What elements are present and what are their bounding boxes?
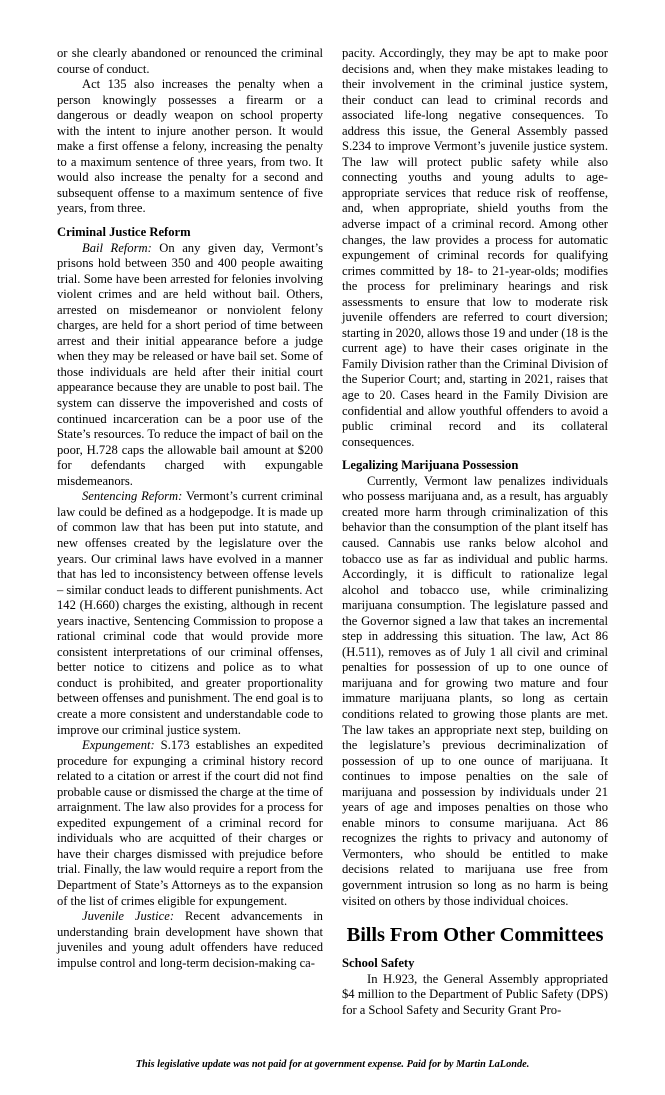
text-juvenile-justice: Recent advancements in understanding brain development have shown that juveniles and young adult offenders have reduced impulse control and long-term decision-making ca- [57,909,323,970]
paragraph-marijuana: Currently, Vermont law penalizes individuals who possess marijuana and, as a result, has arguably created more harm through criminalization of this behavior than the consumption of the plant itself has caused. Cannabis use ranks below alcohol and tobacco use as far as individual and public harms. Accordingly, it is difficult to rationalize legal alcohol and tobacco use, while criminalizing marijuana consumption. The legislature passed and the Governor signed a law that takes an incremental step in addressing this situation. The law, Act 86 (H.511), removes as of July 1 all civil and criminal penalties for possession of up to one ounce of marijuana and for growing two mature and four immature marijuana plants, so long as certain conditions related to growing those plants are met. The law takes an appropriate next step, building on the legislature’s previous decriminalization of possession of up to one ounce of marijuana. It continues to impose penalties on the sale of marijuana and possession by individuals under 21 years of age and imposes penalties on those who enable minors to consume marijuana. Act 86 recognizes the rights to privacy and autonomy of Vermonters, who should be entitled to make decisions related to marijuana use free from government intrusion so long as no harm is being visited on others by those individual choices. [342,473,608,908]
paragraph-school-safety: In H.923, the General Assembly appropriated $4 million to the Department of Public Safety (DPS) for a School Safety and Security Grant Pro- [342,971,608,1017]
paragraph-bail-reform [57,241,323,490]
run-in-sentencing-reform: Sentencing Reform: [82,489,183,504]
heading-school-safety: School Safety [342,956,415,971]
footer-disclaimer: This legislative update was not paid for at government expense. Paid for by Martin LaLonde. [135,1059,530,1070]
left-column [57,46,323,971]
paragraph-juvenile-justice [57,909,323,971]
paragraph-continued-conduct: or she clearly abandoned or renounced the criminal course of conduct. [57,46,323,76]
run-in-expungement: Expungement: [82,738,155,753]
heading-criminal-justice-reform: Criminal Justice Reform [57,225,191,240]
right-column [342,46,608,1018]
heading-legalizing-marijuana-possession: Legalizing Marijuana Possession [342,458,519,473]
paragraph-expungement [57,738,323,909]
text-sentencing-reform: Vermont’s current criminal law could be defined as a hodgepodge. It is made up of common law that has been put into statute, and new offenses created by the legislature over the years. Our criminal laws have evolved in a manner that has led to inconsistency between offense levels – similar conduct leads to different punishments. Act 142 (H.660) charges the existing, although in recent years inactive, Sentencing Commission to propose a rational criminal code that would provide more consistent interpretations of our criminal offenses, better notice to citizens and police as to what conduct is prohibited, and greater proportionality between offenses and punishment. The end goal is to create a more consistent and understandable code to improve our criminal justice system. [57,489,324,737]
paragraph-act-135: Act 135 also increases the penalty when a person knowingly possesses a firearm or a dangerous or deadly weapon on school property with the intent to injure another person. It would make a first offense a felony, increasing the penalty to a maximum sentence of three years, from two. It would also increase the penalty for a second and subsequent offense to a maximum sentence of five years, from three. [57,77,323,216]
heading-bills-from-other-committees: Bills From Other Committees [346,924,604,947]
run-in-juvenile-justice: Juvenile Justice: [82,909,175,924]
paragraph-sentencing-reform [57,489,323,738]
text-bail-reform: On any given day, Vermont’s prisons hold between 350 and 400 people awaiting trial. Some have been arrested for felonies involving violent crimes and are held without bail. Others, arrested on misdemeanor or nonviolent felony charges, are held for a short period of time between arrest and their initial appearance before a judge when they may be released or have bail set. Some of those individuals are held after their initial court appearance because they are unable to post bail. The system can disserve the impoverished and costs of continued incarceration can be a poor use of the State’s resources. To reduce the impact of bail on the poor, H.728 caps the allowable bail amount at $200 for defendants charged with expungable misdemeanors. [57,240,323,488]
run-in-bail-reform: Bail Reform: [82,240,152,255]
text-expungement: S.173 establishes an expedited procedure for expunging a criminal history record related to a citation or arrest if the court did not find probable cause or dismissed the charge at the time of arraignment. The law also provides for a process for expedited expungement of a criminal record for individuals who are acquitted of their charges or have their charges dismissed with prejudice before trial. Finally, the law would require a report from the Department of State’s Attorneys as to the expansion of the list of crimes eligible for expungement. [57,738,323,908]
two-column-body [57,46,608,1026]
paragraph-juvenile-justice-continued: pacity. Accordingly, they may be apt to make poor decisions and, when they make mistakes leading to their involvement in the criminal justice system, their conduct can lead to criminal records and associated life-long negative consequences. To address this issue, the General Assembly passed S.234 to improve Vermont’s juvenile justice system. The law will protect public safety while also connecting youths and young adults to age-appropriate services that reduce risk of reoffense, and, when appropriate, shield youths from the adverse impact of a criminal record. Among other changes, the law provides a process for automatic expungement of criminal records for qualifying crimes committed by 18- to 21-year-olds; modifies the process for preliminary hearings and risk assessments to ensure that low to moderate risk juvenile offenders are referred to court diversion; starting in 2020, allows those 19 and under (18 is the current age) to have their cases originate in the Family Division rather than the Criminal Division of the Superior Court; and, starting in 2021, raises that age to 20. Cases heard in the Family Division are confidential and allow youthful offenders to avoid a public criminal record and its collateral consequences. [342,46,608,449]
